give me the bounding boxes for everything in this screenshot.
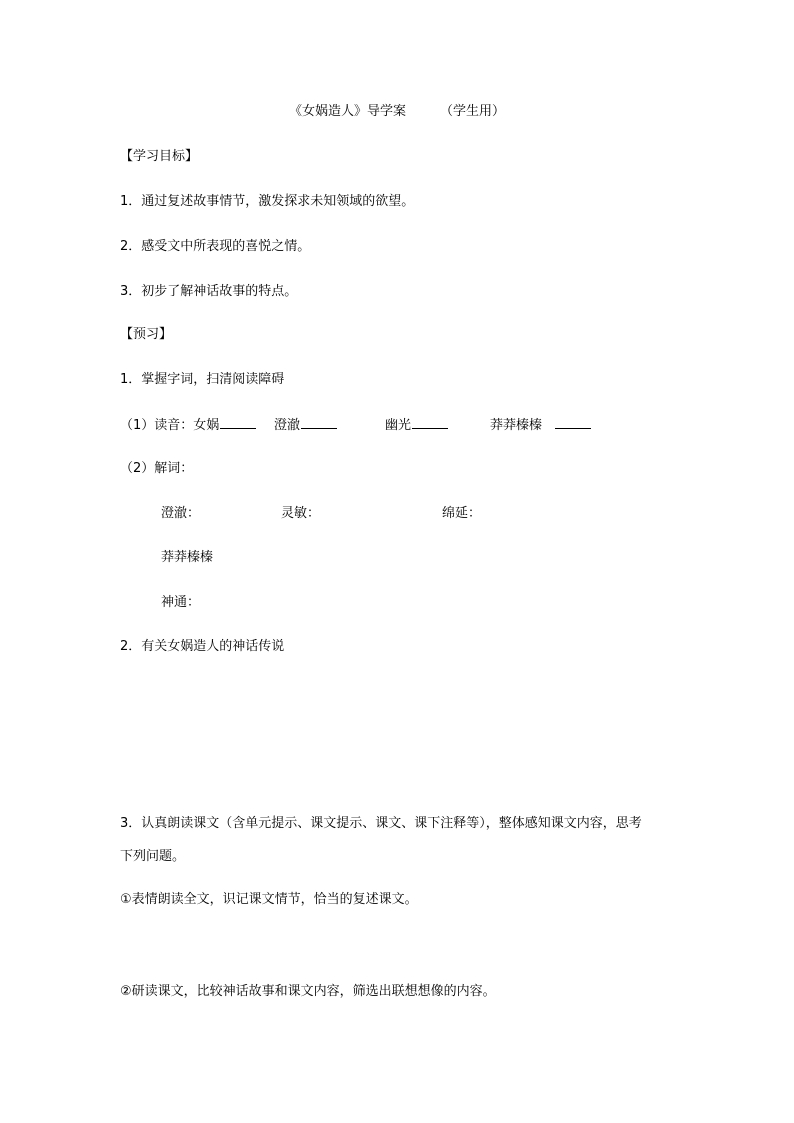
preview-item-2: 2．有关女娲造人的神话传说 <box>120 639 285 654</box>
preview-item-3-line-2: 下列问题。 <box>120 849 186 864</box>
question-1: ①表情朗读全文，识记课文情节，恰当的复述课文。 <box>120 892 418 907</box>
blank-line <box>555 415 591 429</box>
reading-word-4: 莽莽榛榛 <box>490 418 543 433</box>
blank-line <box>301 415 337 429</box>
title-text: 《女娲造人》导学案 <box>288 104 406 119</box>
reading-label: （1）读音： <box>120 418 194 433</box>
goal-item-1: 1．通过复述故事情节，激发探求未知领域的欲望。 <box>120 194 415 209</box>
explain-word-1: 澄澈： <box>161 506 201 521</box>
explain-label: （2）解词： <box>120 461 194 476</box>
explain-word-2: 灵敏： <box>281 506 321 521</box>
document-title <box>0 103 794 121</box>
preview-item-3-line-1: 3．认真朗读课文（含单元提示、课文提示、课文、课下注释等），整体感知课文内容，思考 <box>120 816 642 831</box>
section-heading-preview: 【预习】 <box>120 327 173 342</box>
blank-line <box>220 415 256 429</box>
reading-word-1: 女娲 <box>193 418 220 433</box>
reading-row <box>120 415 256 435</box>
explain-word-3: 绵延： <box>442 506 482 521</box>
blank-line <box>412 415 448 429</box>
reading-word-3: 幽光 <box>385 418 412 433</box>
explain-word-5: 神通： <box>161 595 201 610</box>
section-heading-goals: 【学习目标】 <box>120 149 199 164</box>
goal-item-3: 3．初步了解神话故事的特点。 <box>120 284 298 299</box>
goal-item-2: 2．感受文中所表现的喜悦之情。 <box>120 239 311 254</box>
explain-word-4: 莽莽榛榛 <box>161 550 214 565</box>
title-note: （学生用） <box>440 104 506 119</box>
reading-word-2: 澄澈 <box>274 418 301 433</box>
preview-item-1: 1．掌握字词，扫清阅读障碍 <box>120 372 285 387</box>
question-2: ②研读课文，比较神话故事和课文内容，筛选出联想想像的内容。 <box>120 984 496 999</box>
